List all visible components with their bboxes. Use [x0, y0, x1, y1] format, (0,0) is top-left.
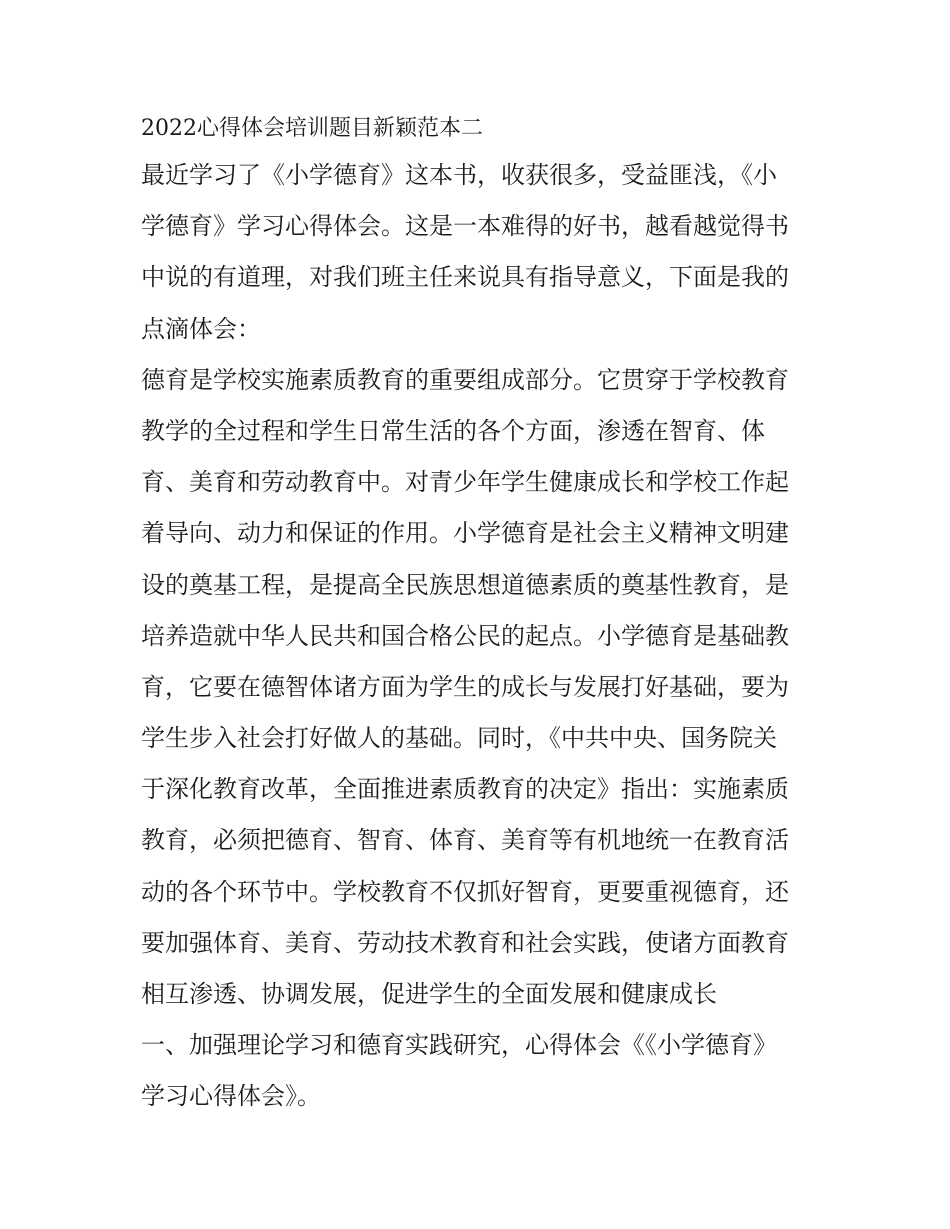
body-line: 育，它要在德智体诸方面为学生的成长与发展打好基础，要为: [141, 672, 789, 701]
body-line: 着导向、动力和保证的作用。小学德育是社会主义精神文明建: [141, 519, 789, 548]
body-line: 教学的全过程和学生日常生活的各个方面，渗透在智育、体: [141, 416, 765, 445]
body-line: 中说的有道理，对我们班主任来说具有指导意义，下面是我的: [141, 263, 789, 292]
body-line: 学习心得体会》。: [141, 1082, 321, 1111]
body-line: 于深化教育改革，全面推进素质教育的决定》指出：实施素质: [141, 775, 789, 804]
body-line: 一、加强理论学习和德育实践研究，心得体会《《小学德育》: [141, 1031, 777, 1060]
body-line: 最近学习了《小学德育》这本书，收获很多，受益匪浅，《小: [141, 161, 777, 189]
body-line: 点滴体会：: [141, 314, 261, 343]
body-line: 教育，必须把德育、智育、体育、美育等有机地统一在教育活: [141, 826, 789, 855]
document-title: 2022心得体会培训题目新颖范本二: [141, 116, 483, 141]
body-line: 学德育》学习心得体会。这是一本难得的好书，越看越觉得书: [141, 212, 789, 241]
body-line: 动的各个环节中。学校教育不仅抓好智育，更要重视德育，还: [141, 877, 789, 906]
body-line: 相互渗透、协调发展，促进学生的全面发展和健康成长: [141, 980, 717, 1008]
body-line: 培养造就中华人民共和国合格公民的起点。小学德育是基础教: [141, 621, 789, 650]
body-line: 育、美育和劳动教育中。对青少年学生健康成长和学校工作起: [141, 468, 789, 497]
document-body: [141, 108, 821, 1123]
body-line: 德育是学校实施素质教育的重要组成部分。它贯穿于学校教育: [141, 365, 789, 394]
body-line: 设的奠基工程，是提高全民族思想道德素质的奠基性教育，是: [141, 570, 789, 599]
body-line: 要加强体育、美育、劳动技术教育和社会实践，使诸方面教育: [141, 928, 789, 957]
body-line: 学生步入社会打好做人的基础。同时，《中共中央、国务院关: [141, 724, 777, 753]
